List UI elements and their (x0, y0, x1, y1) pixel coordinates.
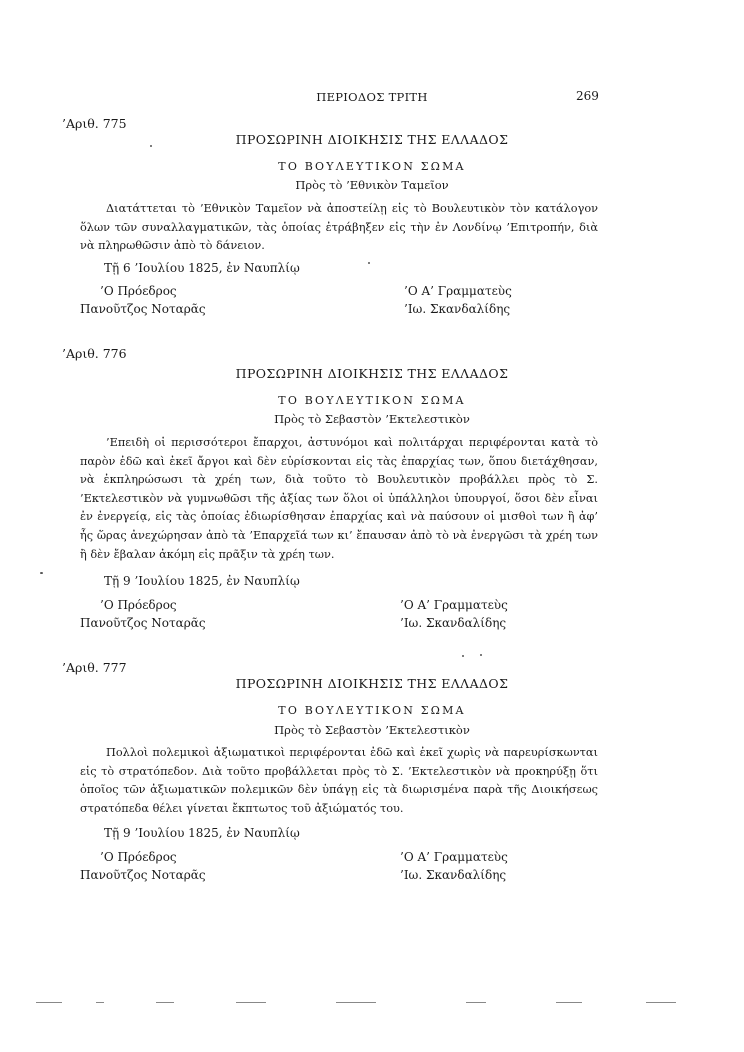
scan-speck (462, 655, 464, 657)
scan-speck (150, 145, 152, 147)
secretary-name: ’Ιω. Σκανδαλίδης (400, 616, 507, 630)
scan-speck (40, 572, 43, 574)
president-name: Πανοῦτζος Νοταρᾶς (80, 616, 206, 630)
scan-speck (480, 654, 482, 656)
document-date: Τῇ 6 ’Ιουλίου 1825, ἐν Ναυπλίῳ (104, 261, 300, 275)
secretary-title: ’Ο Α’ Γραμματεὺς (404, 284, 512, 298)
document-sender: ΤΟ ΒΟΥΛΕΥΤΙΚΟΝ ΣΩΜΑ (278, 160, 466, 173)
document-body: ’Επειδὴ οἱ περισσότεροι ἔπαρχοι, ἀστυνόμοι καὶ πολιτάρχαι περιφέρονται κατὰ τὸ παρὸν ἐδῶ καὶ ἐκεῖ ἄργοι καὶ δὲν εὑρίσκονται εἰς τὰς ἐπαρχίας των, ὅπου διετάχθησαν, νὰ ἐκπληρώσωσι τὰ χρέη των, διὰ τοῦτο τὸ Βουλευτικὸν προβάλλει πρὸς τὸ Σ. ’Εκτελεστικὸν νὰ γυμνωθῶσι τῆς ἀξίας των ὅλοι οἱ ὑπάλληλοι ὑπουργοί, ὅσοι δὲν εἶναι ἐν ἐνεργείᾳ, εἰς τὰς ὁποίας ἐδιωρίσθησαν ἐπαρχίας καὶ νὰ παύσουν οἱ μισθοὶ των ἢ ἀφ’ ἧς ὥρας ἀνεχώρησαν ἀπὸ τὰ ’Επαρχεῖά των κι’ ἔπαυσαν ἀπὸ τὸ νὰ ἐνεργῶσι τὰ χρέη των ἢ δὲν ἔβαλαν ἀκόμη εἰς πρᾶξιν τὰ χρέη των. (80, 436, 598, 561)
president-name: Πανοῦτζος Νοταρᾶς (80, 302, 206, 316)
document-body: Πολλοὶ πολεμικοὶ ἀξιωματικοὶ περιφέρονται ἐδῶ καὶ ἐκεῖ χωρὶς νὰ παρευρίσκωνται εἰς τὸ στρατόπεδον. Διὰ τοῦτο προβάλλεται πρὸς τὸ Σ. ’Εκτελεστικὸν νὰ προκηρύξῃ ὅτι ὁποῖος τῶν ἀξιωματικῶν πολεμικῶν δὲν ὑπάγῃ εἰς τὰ διωρισμένα παρὰ τῆς Διοικήσεως στρατόπεδα θέλει γίνεται ἔκπτωτος τοῦ ἀξιώματός του. (80, 746, 598, 815)
scan-speck (368, 262, 370, 264)
document-number: ’Αριθ. 776 (62, 346, 127, 361)
document-body: Διατάττεται τὸ ’Εθνικὸν Ταμεῖον νὰ ἀποστείλῃ εἰς τὸ Βουλευτικὸν τὸν κατάλογον ὅλων τῶν συναλλαγματικῶν, τὰς ὁποίας ἐτράβηξεν εἰς τὴν ἐν Λονδίνῳ ’Επιτροπήν, διὰ νὰ πληρωθῶσιν ἀπὸ τὸ δάνειον. (80, 202, 598, 253)
page-number: 269 (576, 89, 599, 103)
document-date: Τῇ 9 ’Ιουλίου 1825, ἐν Ναυπλίῳ (104, 826, 300, 840)
running-head: ΠΕΡΙΟΔΟΣ ΤΡΙΤΗ (316, 90, 428, 104)
document-heading: ΠΡΟΣΩΡΙΝΗ ΔΙΟΙΚΗΣΙΣ ΤΗΣ ΕΛΛΑΔΟΣ (235, 676, 509, 691)
secretary-title: ’Ο Α’ Γραμματεὺς (400, 598, 508, 612)
secretary-name: ’Ιω. Σκανδαλίδης (400, 868, 507, 882)
president-title: ’Ο Πρόεδρος (100, 284, 177, 298)
president-title: ’Ο Πρόεδρος (100, 850, 177, 864)
document-addressee: Πρὸς τὸ ’Εθνικὸν Ταμεῖον (295, 178, 449, 192)
scan-edge-artifact (36, 1002, 696, 1004)
president-name: Πανοῦτζος Νοταρᾶς (80, 868, 206, 882)
document-heading: ΠΡΟΣΩΡΙΝΗ ΔΙΟΙΚΗΣΙΣ ΤΗΣ ΕΛΛΑΔΟΣ (235, 132, 509, 147)
document-number: ’Αριθ. 775 (62, 116, 127, 131)
secretary-name: ’Ιω. Σκανδαλίδης (404, 302, 511, 316)
document-addressee: Πρὸς τὸ Σεβαστὸν ’Εκτελεστικὸν (274, 412, 470, 426)
document-sender: ΤΟ ΒΟΥΛΕΥΤΙΚΟΝ ΣΩΜΑ (278, 394, 466, 407)
document-heading: ΠΡΟΣΩΡΙΝΗ ΔΙΟΙΚΗΣΙΣ ΤΗΣ ΕΛΛΑΔΟΣ (235, 366, 509, 381)
president-title: ’Ο Πρόεδρος (100, 598, 177, 612)
document-date: Τῇ 9 ’Ιουλίου 1825, ἐν Ναυπλίῳ (104, 574, 300, 588)
document-sender: ΤΟ ΒΟΥΛΕΥΤΙΚΟΝ ΣΩΜΑ (278, 704, 466, 717)
document-addressee: Πρὸς τὸ Σεβαστὸν ’Εκτελεστικὸν (274, 723, 470, 737)
document-number: ’Αριθ. 777 (62, 660, 127, 675)
secretary-title: ’Ο Α’ Γραμματεὺς (400, 850, 508, 864)
